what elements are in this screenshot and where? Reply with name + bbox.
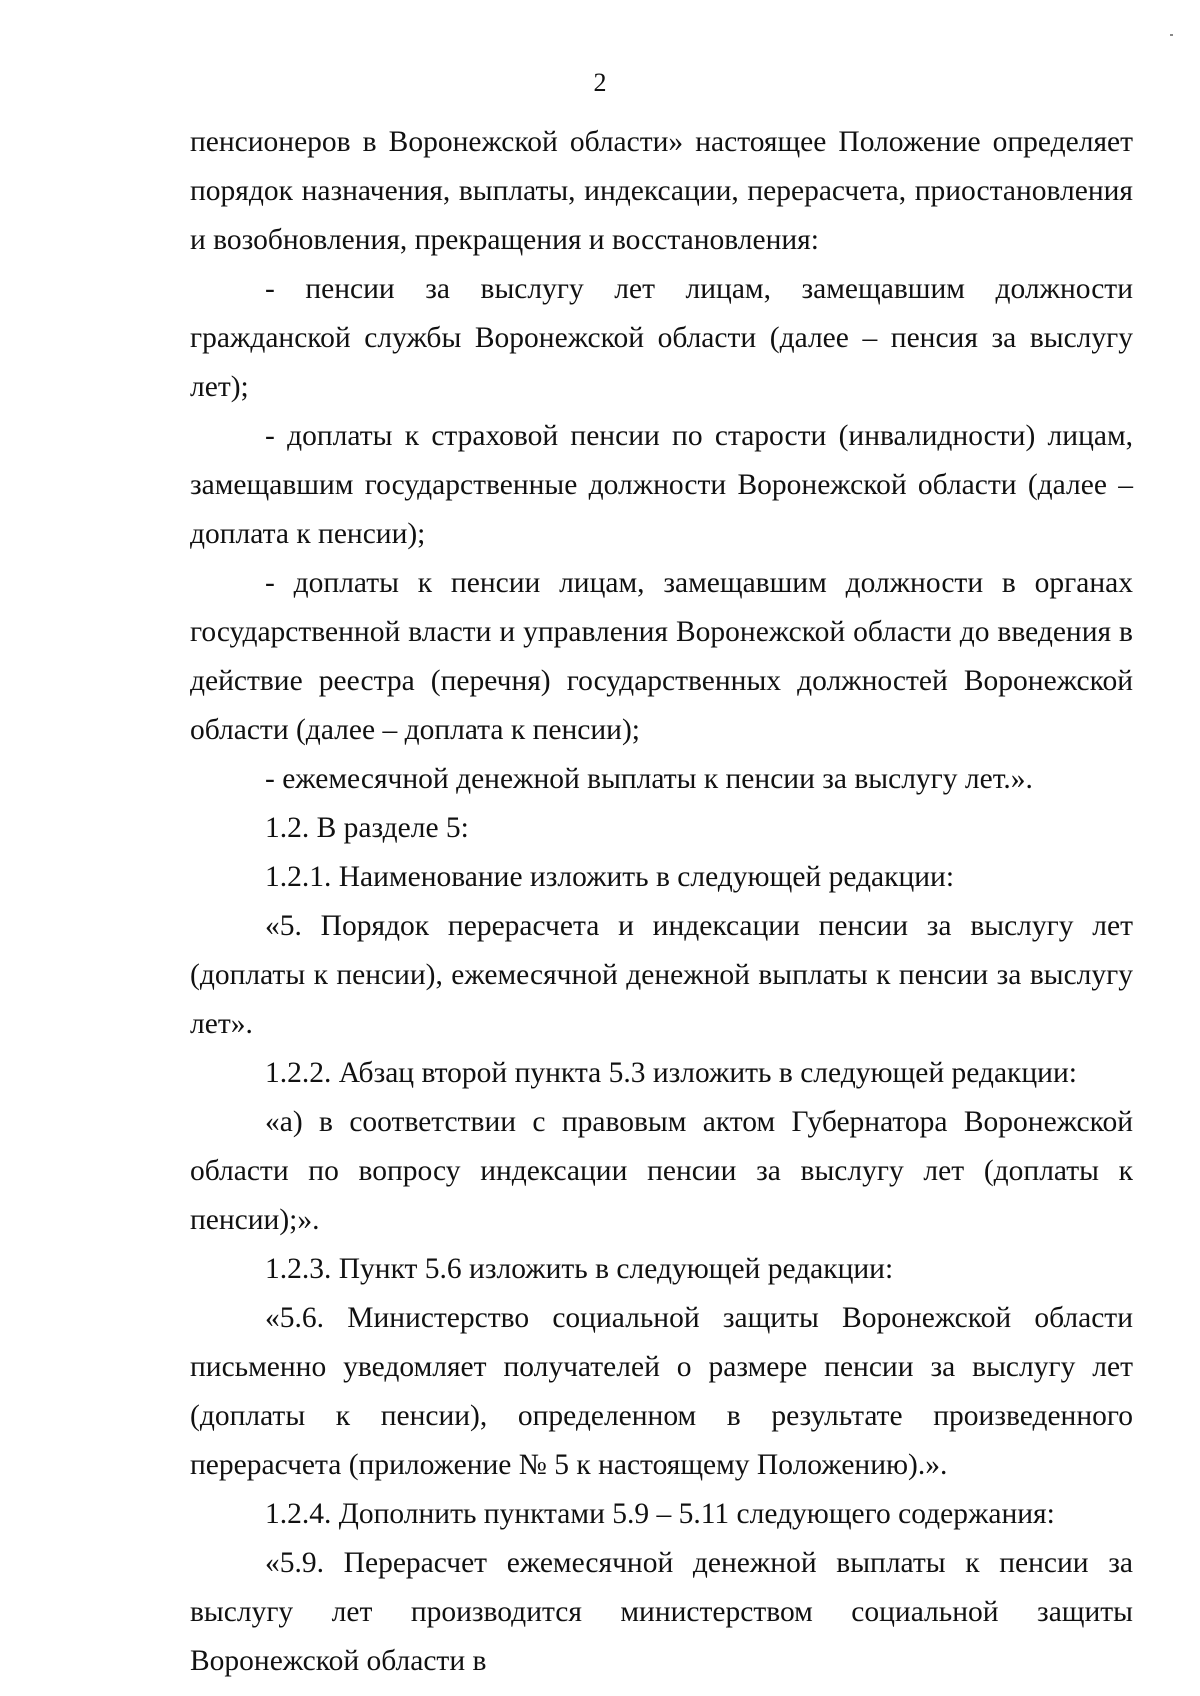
quote-section-5-title: «5. Порядок перерасчета и индексации пенсии за выслугу лет (доплаты к пенсии), ежемесячной денежной выплаты к пенсии за выслугу лет». <box>190 910 1133 1040</box>
list-item-pension-service: - пенсии за выслугу лет лицам, замещавшим должности гражданской службы Воронежской области (далее – пенсия за выслугу лет); <box>190 273 1133 403</box>
clause-1-2-4: 1.2.4. Дополнить пунктами 5.9 – 5.11 следующего содержания: <box>265 1498 1055 1530</box>
list-item-monthly-payment: - ежемесячной денежной выплаты к пенсии за выслугу лет.». <box>265 763 1033 795</box>
quote-item-5-6: «5.6. Министерство социальной защиты Воронежской области письменно уведомляет получателей о размере пенсии за выслугу лет (доплаты к пенсии), определенном в результате произведенного перерасчета (приложение № 5 к настоящему Положению).». <box>190 1302 1133 1481</box>
scan-artifact <box>1170 34 1173 36</box>
list-item-pension-supplement: - доплаты к пенсии лицам, замещавшим должности в органах государственной власти и управления Воронежской области до введения в действие реестра (перечня) государственных должностей Воронежской области (далее – доплата к пенсии); <box>190 567 1133 746</box>
clause-1-2: 1.2. В разделе 5: <box>265 812 469 844</box>
clause-1-2-3: 1.2.3. Пункт 5.6 изложить в следующей редакции: <box>265 1253 894 1285</box>
quote-item-a: «а) в соответствии с правовым актом Губернатора Воронежской области по вопросу индексации пенсии за выслугу лет (доплаты к пенсии);». <box>190 1106 1133 1236</box>
clause-1-2-2: 1.2.2. Абзац второй пункта 5.3 изложить в следующей редакции: <box>265 1057 1077 1089</box>
clause-1-2-1: 1.2.1. Наименование изложить в следующей редакции: <box>265 861 955 893</box>
document-body <box>190 118 1133 1686</box>
page-number: 2 <box>593 68 607 97</box>
paragraph-continuation: пенсионеров в Воронежской области» настоящее Положение определяет порядок назначения, выплаты, индексации, перерасчета, приостановления и возобновления, прекращения и восстановления: <box>190 126 1133 256</box>
quote-item-5-9: «5.9. Перерасчет ежемесячной денежной выплаты к пенсии за выслугу лет производится министерством социальной защиты Воронежской области в <box>190 1547 1133 1677</box>
list-item-insurance-supplement: - доплаты к страховой пенсии по старости (инвалидности) лицам, замещавшим государственные должности Воронежской области (далее – доплата к пенсии); <box>190 420 1133 550</box>
